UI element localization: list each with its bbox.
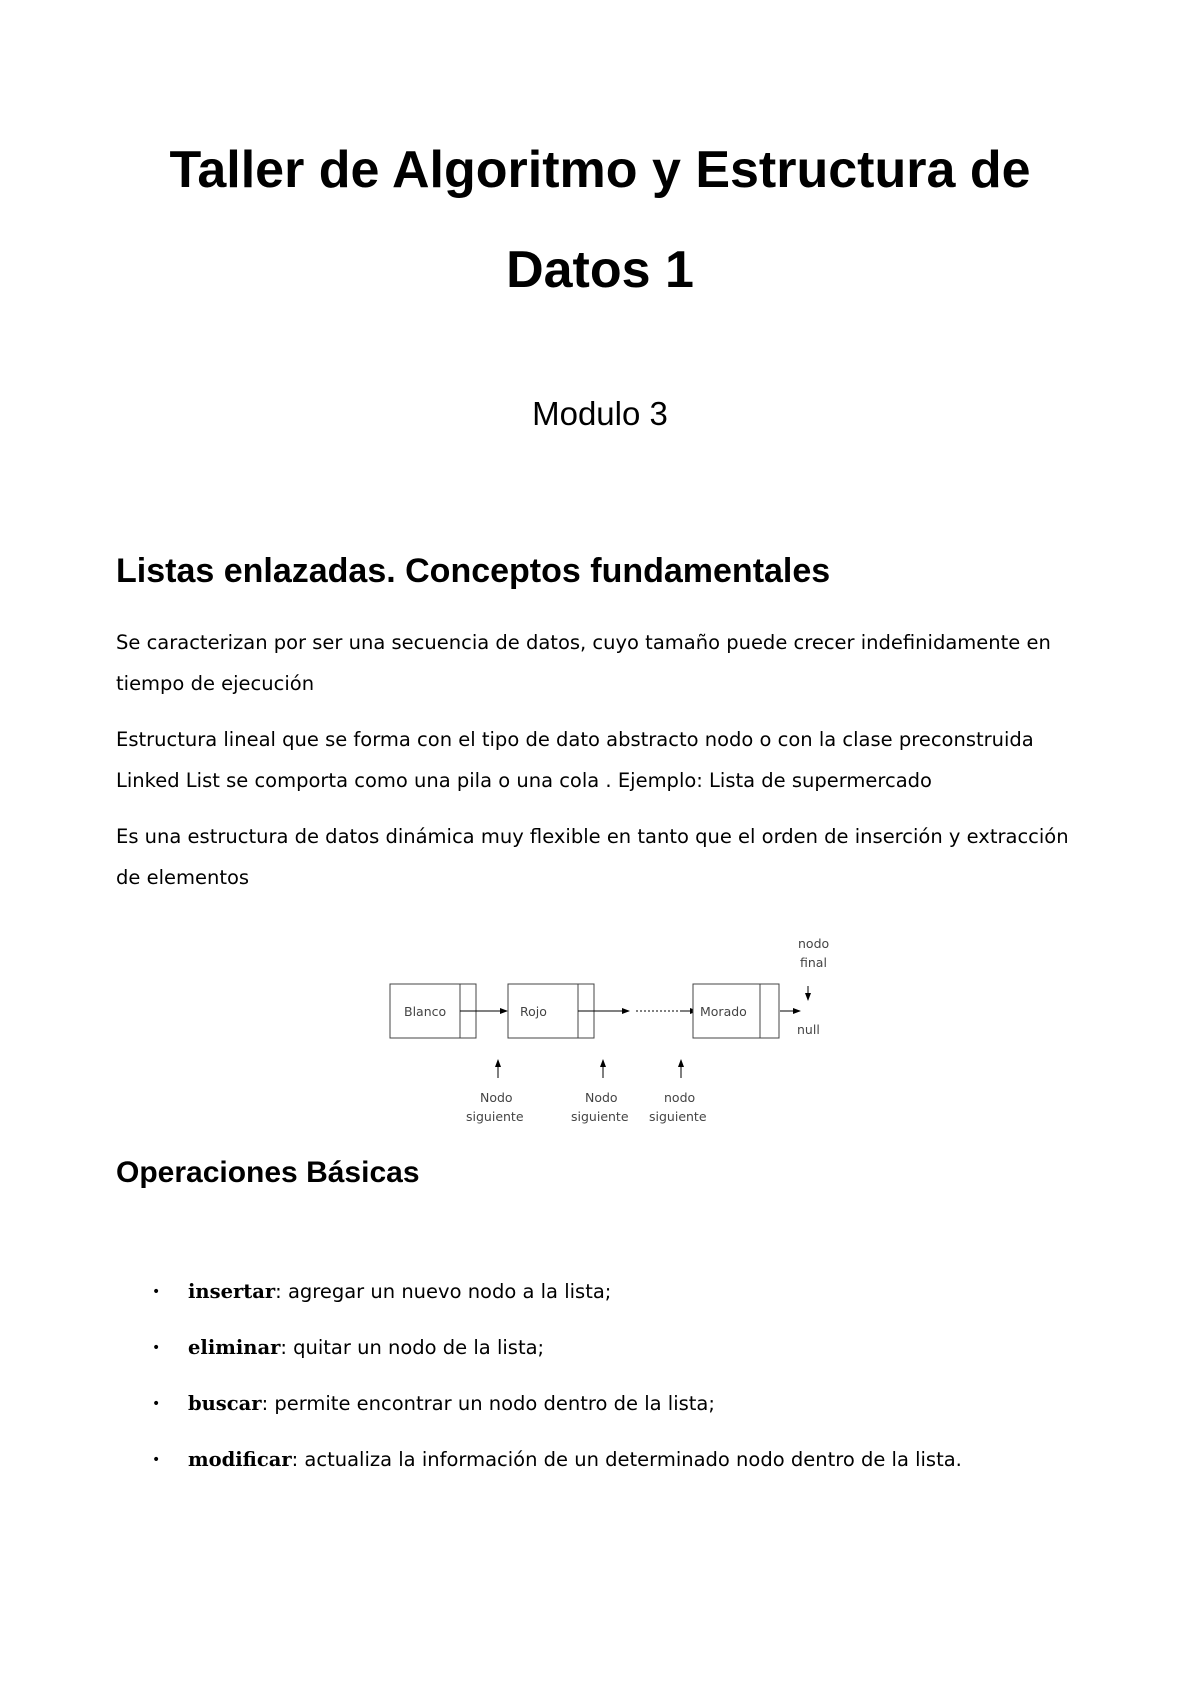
pointer-label-3-line2: siguiente [649,1109,707,1124]
list-item [150,1384,1110,1440]
list-item [150,1272,1110,1328]
label-nodo-final-line1: nodo [798,936,830,951]
operation-description: : actualiza la información de un determinado nodo dentro de la lista. [291,1448,962,1471]
linked-list-diagram [380,928,840,1138]
operation-description: : permite encontrar un nodo dentro de la lista; [261,1392,715,1415]
bullet-icon: • [152,1396,161,1412]
title-line-1: Taller de Algoritmo y Estructura de [169,141,1031,199]
operation-term: modificar [188,1448,292,1471]
bullet-icon: • [152,1284,161,1300]
title-line-2: Datos 1 [506,241,694,299]
node-label-rojo: Rojo [520,1004,547,1019]
pointer-label-2-line2: siguiente [571,1109,629,1124]
node-label-morado: Morado [700,1004,747,1019]
label-null: null [797,1022,820,1037]
node-label-blanco: Blanco [404,1004,447,1019]
bullet-icon: • [152,1452,161,1468]
label-nodo-final-line2: final [800,955,827,970]
pointer-label-2-line1: Nodo [585,1090,618,1105]
paragraph-2: Estructura lineal que se forma con el tipo de dato abstracto nodo o con la clase preconstruida Linked List se comporta como una pila o una cola . Ejemplo: Lista de supermercado [116,728,1034,792]
operation-term: buscar [188,1392,262,1415]
pointer-label-1-line1: Nodo [480,1090,513,1105]
paragraph-3: Es una estructura de datos dinámica muy flexible en tanto que el orden de inserción y extracción de elementos [116,825,1069,889]
operations-list [150,1272,1110,1496]
node-morado [693,984,779,1038]
paragraph-1: Se caracterizan por ser una secuencia de datos, cuyo tamaño puede crecer indefinidamente en tiempo de ejecución [116,631,1051,695]
section-heading-lists: Listas enlazadas. Conceptos fundamentales [116,552,831,590]
section-heading-operations: Operaciones Básicas [116,1156,420,1189]
list-item [150,1328,1110,1384]
pointer-label-1-line2: siguiente [466,1109,524,1124]
operation-term: eliminar [188,1336,281,1359]
bullet-icon: • [152,1340,161,1356]
list-item [150,1440,1110,1496]
operation-description: : agregar un nuevo nodo a la lista; [275,1280,612,1303]
operation-term: insertar [188,1280,276,1303]
pointer-label-3-line1: nodo [664,1090,696,1105]
document-subtitle: Modulo 3 [532,395,668,432]
operation-description: : quitar un nodo de la lista; [280,1336,545,1359]
document-title [100,120,1100,320]
